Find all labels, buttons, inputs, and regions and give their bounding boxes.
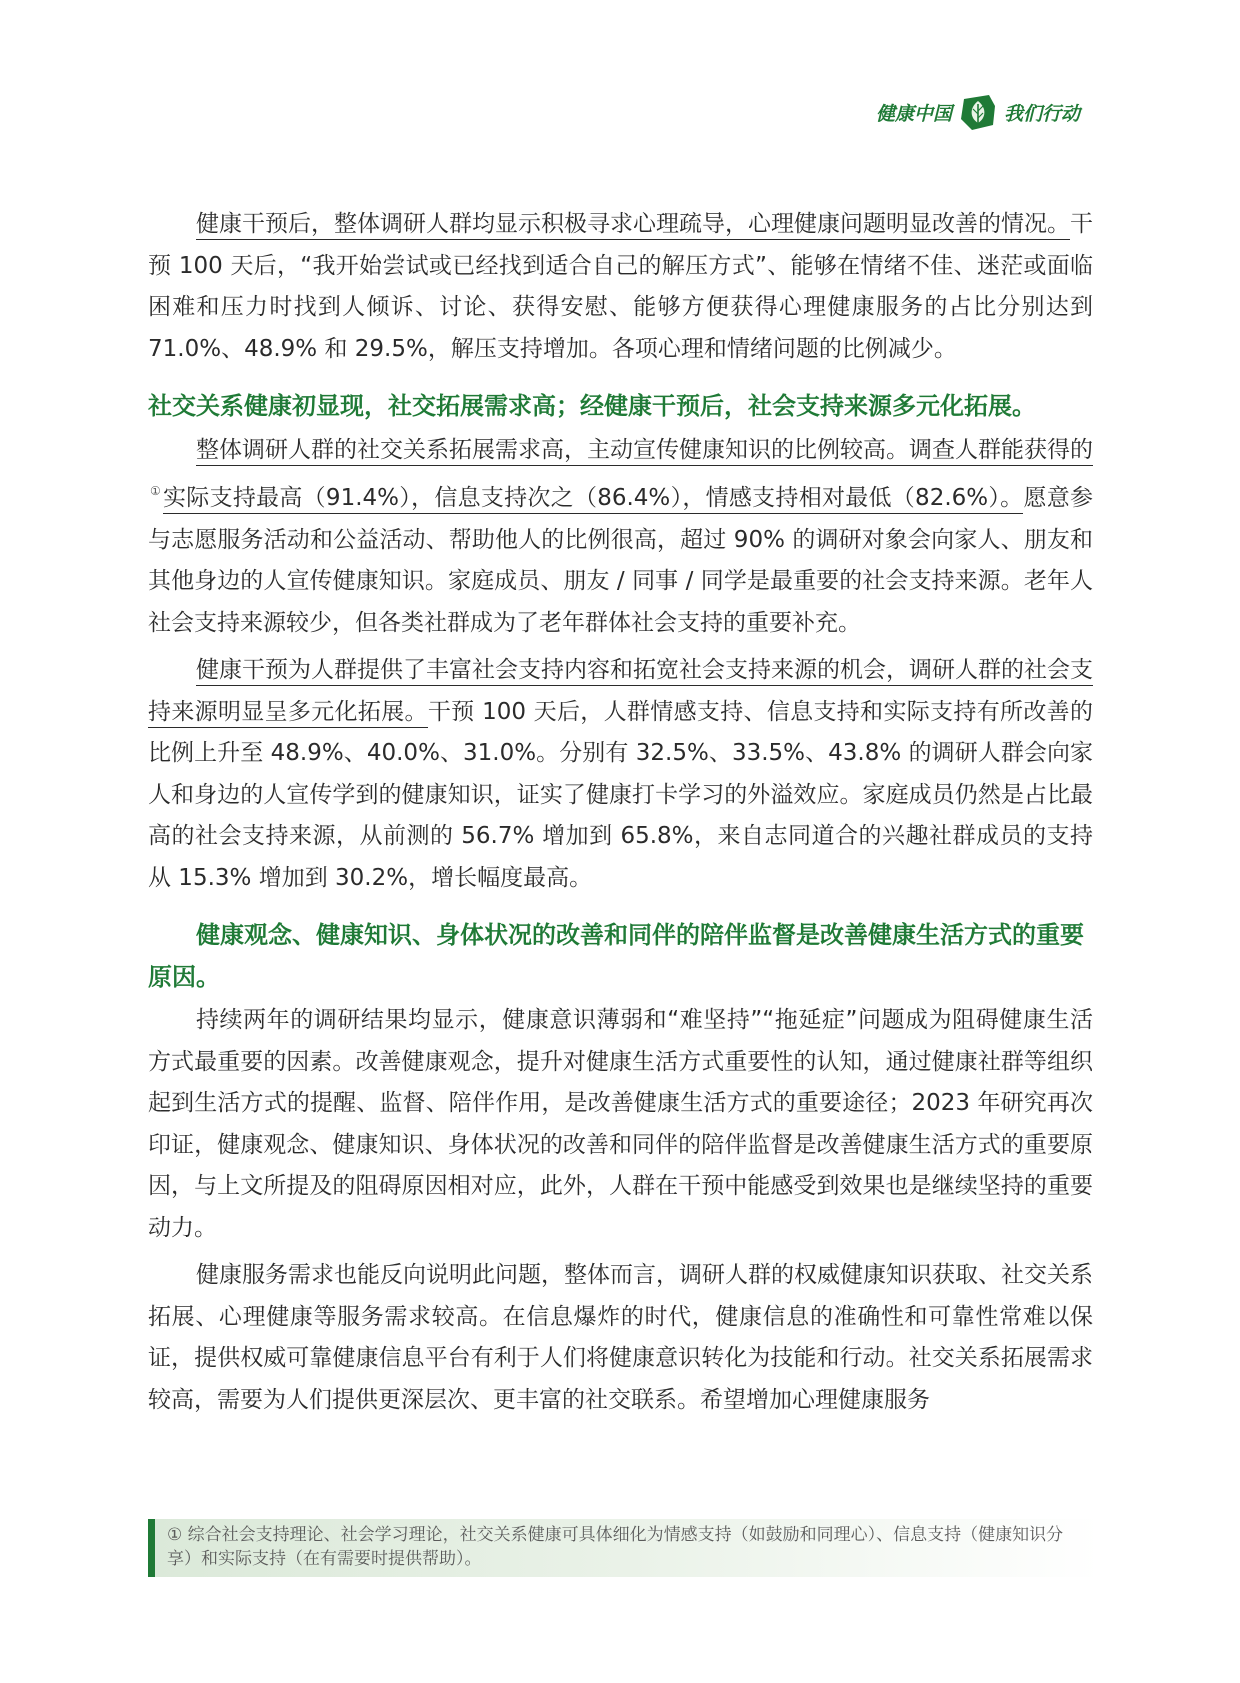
footnote-box xyxy=(148,1519,1100,1577)
brand-text-right: 我们行动 xyxy=(1004,102,1081,125)
section-heading-social-relations: 社交关系健康初显现，社交拓展需求高；经健康干预后，社会支持来源多元化拓展。 xyxy=(148,392,1036,420)
underlined-key-sentence: 实际支持最高（91.4%），信息支持次之（86.4%），情感支持相对最低（82.6%）。 xyxy=(163,485,1023,514)
paragraph-text: 愿意参与志愿服务活动和公益活动、帮助他人的比例很高，超过 90% 的调研对象会向家人、朋友和其他身边的人宣传健康知识。家庭成员、朋友 / 同事 / 同学是最重要的社会支持来源。老年人社会支持来源较少，但各类社群成为了老年群体社会支持的重要补充。 xyxy=(148,485,1093,636)
paragraph-social-support-diversification xyxy=(148,650,1093,899)
section-heading-lifestyle-reasons: 健康观念、健康知识、身体状况的改善和同伴的陪伴监督是改善健康生活方式的重要原因。 xyxy=(148,921,1084,991)
paragraph-text: 干预 100 天后，“我开始尝试或已经找到适合自己的解压方式”、能够在情绪不佳、迷茫或面临困难和压力时找到人倾诉、讨论、获得安慰、能够方便获得心理健康服务的占比分别达到 71.0%、48.9% 和 29.5%，解压支持增加。各项心理和情绪问题的比例减少。 xyxy=(148,211,1093,362)
footnote-text: ① 综合社会支持理论、社会学习理论，社交关系健康可具体细化为情感支持（如鼓励和同理心）、信息支持（健康知识分享）和实际支持（在有需要时提供帮助）。 xyxy=(167,1525,1064,1569)
underlined-key-sentence: 健康干预为人群提供了丰富社会支持内容和拓宽社会支持来源的机会，调研人群的社会支持来源明显呈多元化拓展。 xyxy=(148,657,1093,728)
brand-text-left: 健康中国 xyxy=(876,102,953,125)
paragraph-health-service-needs: 健康服务需求也能反向说明此问题，整体而言，调研人群的权威健康知识获取、社交关系拓展、心理健康等服务需求较高。在信息爆炸的时代，健康信息的准确性和可靠性常难以保证，提供权威可靠健康信息平台有利于人们将健康意识转化为技能和行动。社交关系拓展需求较高，需要为人们提供更深层次、更丰富的社交联系。希望增加心理健康服务 xyxy=(148,1262,1093,1413)
green-leaf-logo-icon xyxy=(958,92,998,132)
underlined-key-sentence: 整体调研人群的社交关系拓展需求高，主动宣传健康知识的比例较高。调查人群能获得的 xyxy=(196,437,1093,466)
paragraph-psychological-improvement xyxy=(148,204,1093,370)
paragraph-lifestyle-obstacles: 持续两年的调研结果均显示，健康意识薄弱和“难坚持”“拖延症”问题成为阻碍健康生活方式最重要的因素。改善健康观念，提升对健康生活方式重要性的认知，通过健康社群等组织起到生活方式的提醒、监督、陪伴作用，是改善健康生活方式的重要途径；2023 年研究再次印证，健康观念、健康知识、身体状况的改善和同伴的陪伴监督是改善健康生活方式的重要原因，与上文所提及的阻碍原因相对应，此外，人群在干预中能感受到效果也是继续坚持的重要动力。 xyxy=(148,1007,1093,1241)
underlined-key-sentence: 健康干预后，整体调研人群均显示积极寻求心理疏导，心理健康问题明显改善的情况。 xyxy=(196,211,1070,240)
footnote-reference[interactable]: ① xyxy=(150,484,162,498)
main-content xyxy=(148,204,1093,1421)
brand-header xyxy=(876,92,1080,132)
paragraph-text: 干预 100 天后，人群情感支持、信息支持和实际支持有所改善的比例上升至 48.9%、40.0%、31.0%。分别有 32.5%、33.5%、43.8% 的调研人群会向家人和身边的人宣传学到的健康知识，证实了健康打卡学习的外溢效应。家庭成员仍然是占比最高的社会支持来源，从前测的 56.7% 增加到 65.8%，来自志同道合的兴趣社群成员的支持从 15.3% 增加到 30.2%，增长幅度最高。 xyxy=(148,698,1093,891)
paragraph-social-support-needs xyxy=(148,430,1093,645)
